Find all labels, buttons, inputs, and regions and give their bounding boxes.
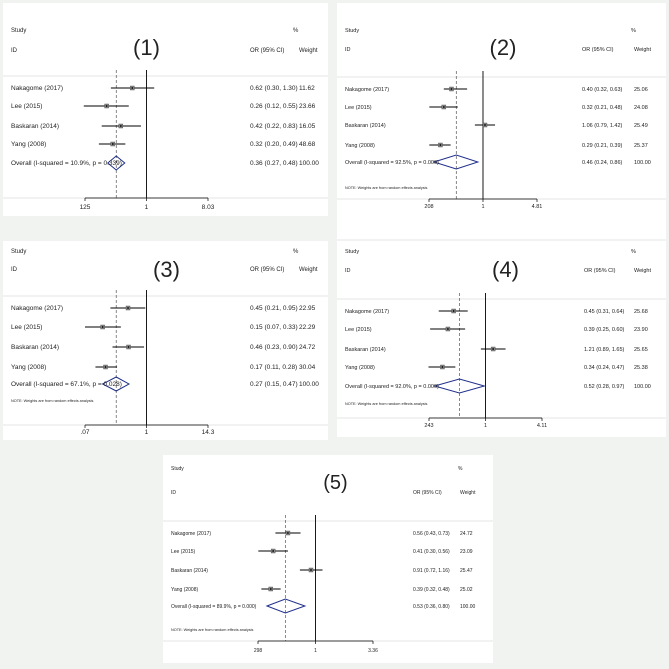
overall-weight-text: 100.00 [634,384,651,390]
study-ci-text: 0.15 (0.07, 0.33) [250,324,298,331]
study-ci-text: 0.46 (0.23, 0.90) [250,344,298,351]
study-weight-text: 25.02 [460,587,473,593]
header-or-ci: OR (95% CI) [250,48,285,54]
overall-weight-text: 100.00 [299,381,319,388]
random-effects-note: NOTE: Weights are from random effects analysis [345,402,428,406]
study-weight-text: 25.65 [634,347,648,353]
study-label: Lee (2015) [345,327,372,333]
study-label: Lee (2015) [345,105,372,111]
point-center [270,588,272,590]
study-weight-text: 25.38 [634,365,648,371]
panel-label: (2) [489,35,517,60]
header-percent: % [293,28,299,34]
study-ci-text: 0.56 (0.43, 0.73) [413,531,450,537]
x-tick-label: .07 [80,429,90,436]
study-label: Nakagome (2017) [345,309,390,315]
study-label: Lee (2015) [171,549,196,555]
forest-plot-svg [163,455,493,663]
study-ci-text: 1.21 (0.89, 1.65) [584,347,625,353]
header-weight: Weight [299,267,318,273]
point-center [310,569,312,571]
forest-panel-2 [337,3,666,239]
study-label: Baskaran (2014) [11,123,60,130]
study-ci-text: 0.32 (0.20, 0.49) [250,141,298,148]
random-effects-note: NOTE: Weights are from random effects analysis [11,399,94,403]
overall-ci-text: 0.27 (0.15, 0.47) [250,381,298,388]
header-id: ID [345,268,351,274]
overall-diamond [267,599,305,613]
point-center [105,366,107,368]
x-tick-label: 1 [144,204,149,211]
study-label: Baskaran (2014) [171,568,208,574]
header-id: ID [171,490,176,496]
study-ci-text: 0.40 (0.32, 0.63) [582,87,623,93]
study-weight-text: 24.72 [299,344,316,351]
forest-plot-svg [3,3,328,216]
header-weight: Weight [299,48,318,54]
header-weight: Weight [634,268,652,274]
study-label: Nakagome (2017) [11,305,64,312]
study-label: Yang (2008) [11,364,47,371]
overall-label: Overall (I-squared = 67.1%, p = 0.028) [11,381,122,388]
x-tick-label: 4.11 [536,423,548,429]
panel-label: (3) [153,257,180,282]
forest-plot-svg [337,241,666,437]
study-weight-text: 16.05 [299,123,316,130]
forest-panel-1 [3,3,328,216]
panel-label: (4) [492,257,519,282]
study-weight-text: 25.47 [460,568,473,574]
point-center [120,125,122,127]
x-tick-label: 4.81 [531,204,543,210]
study-label: Baskaran (2014) [345,347,386,353]
x-tick-label: 1 [483,423,488,429]
point-center [128,346,130,348]
overall-label: Overall (I-squared = 89.9%, p = 0.000) [171,604,257,610]
random-effects-note: NOTE: Weights are from random effects analysis [345,186,428,190]
study-weight-text: 48.68 [299,141,316,148]
x-tick-label: 298 [253,648,263,654]
study-weight-text: 23.09 [460,549,473,555]
overall-ci-text: 0.53 (0.36, 0.80) [413,604,450,610]
point-center [112,143,114,145]
header-percent: % [293,249,299,255]
point-center [442,366,444,368]
study-weight-text: 25.06 [634,87,648,93]
panel-label: (1) [133,35,160,60]
x-tick-label: 1 [314,648,317,654]
header-weight: Weight [634,47,652,53]
header-study: Study [345,28,360,34]
study-weight-text: 30.04 [299,364,316,371]
point-center [272,550,274,552]
header-study: Study [345,249,360,255]
study-ci-text: 1.06 (0.79, 1.42) [582,123,623,129]
study-ci-text: 0.91 (0.72, 1.16) [413,568,450,574]
header-id: ID [11,48,17,54]
point-center [287,532,289,534]
header-id: ID [11,267,17,273]
x-tick-label: 1 [481,204,485,210]
overall-ci-text: 0.52 (0.28, 0.97) [584,384,625,390]
study-weight-text: 24.08 [634,105,648,111]
study-label: Yang (2008) [345,365,375,371]
overall-weight-text: 100.00 [299,160,319,167]
study-label: Baskaran (2014) [345,123,386,129]
x-tick-label: 14.3 [201,429,215,436]
study-label: Yang (2008) [11,141,47,148]
study-label: Lee (2015) [11,103,43,110]
forest-panel-4 [337,241,666,437]
study-label: Yang (2008) [345,143,375,149]
study-ci-text: 0.39 (0.32, 0.48) [413,587,450,593]
point-center [440,144,442,146]
header-or-ci: OR (95% CI) [584,268,616,274]
study-label: Baskaran (2014) [11,344,60,351]
point-center [106,105,108,107]
overall-label: Overall (I-squared = 10.9%, p = 0.339) [11,160,122,167]
header-study: Study [11,28,27,34]
overall-diamond [434,155,478,169]
study-ci-text: 0.45 (0.21, 0.95) [250,305,298,312]
header-or-ci: OR (95% CI) [250,267,285,273]
point-center [443,106,445,108]
study-ci-text: 0.29 (0.21, 0.39) [582,143,623,149]
overall-ci-text: 0.46 (0.24, 0.86) [582,160,623,166]
study-weight-text: 11.62 [299,85,315,92]
header-study: Study [171,466,184,472]
study-ci-text: 0.62 (0.30, 1.30) [250,85,298,92]
header-percent: % [631,249,636,255]
study-label: Nakagome (2017) [171,531,212,537]
study-ci-text: 0.32 (0.21, 0.48) [582,105,623,111]
study-weight-text: 22.29 [299,324,316,331]
header-or-ci: OR (95% CI) [582,47,614,53]
study-weight-text: 25.37 [634,143,648,149]
x-tick-label: 3.36 [368,648,378,654]
study-ci-text: 0.41 (0.30, 0.56) [413,549,450,555]
study-weight-text: 22.95 [299,305,316,312]
overall-label: Overall (I-squared = 92.5%, p = 0.000) [345,160,439,166]
overall-ci-text: 0.36 (0.27, 0.48) [250,160,298,167]
overall-label: Overall (I-squared = 92.0%, p = 0.000) [345,384,439,390]
study-weight-text: 24.72 [460,531,473,537]
x-tick-label: 125 [79,204,91,211]
point-center [102,326,104,328]
study-weight-text: 23.90 [634,327,648,333]
study-weight-text: 23.66 [299,103,316,110]
point-center [451,88,453,90]
study-label: Nakagome (2017) [345,87,390,93]
x-tick-label: 8.03 [201,204,215,211]
study-ci-text: 0.34 (0.24, 0.47) [584,365,625,371]
point-center [453,310,455,312]
header-or-ci: OR (95% CI) [413,490,442,496]
header-weight: Weight [460,490,476,496]
point-center [447,328,449,330]
study-label: Nakagome (2017) [11,85,64,92]
study-label: Yang (2008) [171,587,199,593]
study-ci-text: 0.45 (0.31, 0.64) [584,309,625,315]
forest-panel-3 [3,241,328,440]
x-tick-label: 1 [144,429,149,436]
point-center [484,124,486,126]
panel-label: (5) [323,472,348,494]
forest-plot-svg [337,3,666,239]
study-label: Lee (2015) [11,324,43,331]
x-tick-label: 243 [424,423,434,429]
forest-plot-svg [3,241,328,440]
study-weight-text: 25.49 [634,123,648,129]
random-effects-note: NOTE: Weights are from random effects analysis [171,628,254,632]
study-ci-text: 0.26 (0.12, 0.55) [250,103,298,110]
header-study: Study [11,249,27,255]
study-ci-text: 0.39 (0.25, 0.60) [584,327,625,333]
overall-weight-text: 100.00 [460,604,476,610]
point-center [131,87,133,89]
point-center [492,348,494,350]
study-weight-text: 25.68 [634,309,648,315]
study-ci-text: 0.17 (0.11, 0.28) [250,364,298,371]
header-percent: % [631,28,636,34]
header-percent: % [458,466,463,472]
study-ci-text: 0.42 (0.22, 0.83) [250,123,298,130]
header-id: ID [345,47,351,53]
x-tick-label: 208 [424,204,434,210]
point-center [127,307,129,309]
overall-weight-text: 100.00 [634,160,651,166]
forest-panel-5 [163,455,493,663]
